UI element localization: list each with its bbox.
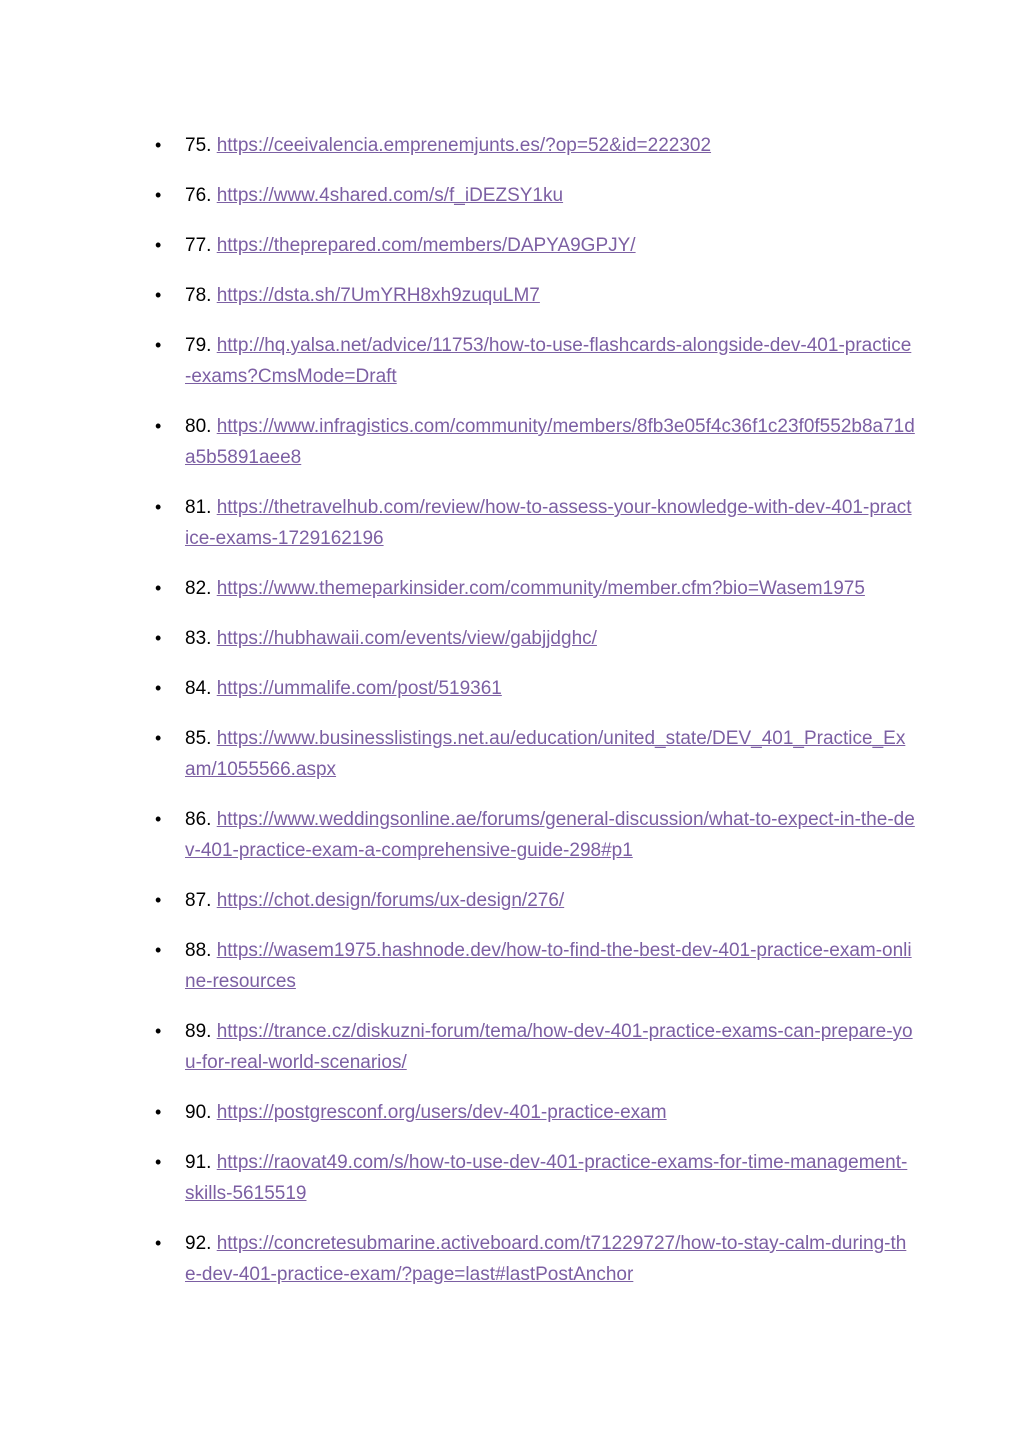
bullet-icon: • bbox=[155, 1102, 162, 1122]
item-number: 87. bbox=[185, 890, 212, 911]
bullet-icon: • bbox=[155, 809, 162, 829]
bullet-icon: • bbox=[155, 1152, 162, 1172]
item-number: 75. bbox=[185, 135, 212, 156]
item-link[interactable]: https://ummalife.com/post/519361 bbox=[216, 678, 502, 699]
list-item bbox=[155, 623, 915, 654]
list-item bbox=[155, 330, 915, 392]
bullet-icon: • bbox=[155, 1021, 162, 1041]
item-link[interactable]: https://www.4shared.com/s/f_iDEZSY1ku bbox=[216, 185, 564, 206]
list-item bbox=[155, 573, 915, 604]
item-link[interactable]: https://ceeivalencia.emprenemjunts.es/?op=52&id=222302 bbox=[216, 135, 712, 156]
item-link[interactable]: https://wasem1975.hashnode.dev/how-to-find-the-best-dev-401-practice-exam-online-resources bbox=[185, 940, 912, 992]
item-link[interactable]: https://theprepared.com/members/DAPYA9GPJY/ bbox=[216, 235, 636, 256]
item-link[interactable]: https://concretesubmarine.activeboard.com/t71229727/how-to-stay-calm-during-the-dev-401-practice-exam/?page=last#lastPostAnchor bbox=[185, 1233, 907, 1285]
item-link[interactable]: https://www.weddingsonline.ae/forums/general-discussion/what-to-expect-in-the-dev-401-practice-exam-a-comprehensive-guide-298#p1 bbox=[185, 809, 915, 861]
bullet-icon: • bbox=[155, 940, 162, 960]
bullet-icon: • bbox=[155, 335, 162, 355]
list-item bbox=[155, 492, 915, 554]
bullet-icon: • bbox=[155, 235, 162, 255]
item-number: 81. bbox=[185, 497, 212, 518]
bullet-icon: • bbox=[155, 416, 162, 436]
item-link[interactable]: https://hubhawaii.com/events/view/gabjjdghc/ bbox=[216, 628, 597, 649]
list-item bbox=[155, 280, 915, 311]
list-item bbox=[155, 180, 915, 211]
item-number: 83. bbox=[185, 628, 212, 649]
list-item bbox=[155, 885, 915, 916]
item-number: 76. bbox=[185, 185, 212, 206]
item-number: 86. bbox=[185, 809, 212, 830]
bullet-icon: • bbox=[155, 628, 162, 648]
list-item bbox=[155, 1016, 915, 1078]
bullet-icon: • bbox=[155, 678, 162, 698]
item-number: 78. bbox=[185, 285, 212, 306]
item-link[interactable]: https://trance.cz/diskuzni-forum/tema/how-dev-401-practice-exams-can-prepare-you-for-real-world-scenarios/ bbox=[185, 1021, 913, 1073]
bullet-icon: • bbox=[155, 578, 162, 598]
bullet-icon: • bbox=[155, 185, 162, 205]
item-link[interactable]: https://www.themeparkinsider.com/community/member.cfm?bio=Wasem1975 bbox=[216, 578, 865, 599]
item-number: 91. bbox=[185, 1152, 212, 1173]
item-number: 84. bbox=[185, 678, 212, 699]
item-link[interactable]: https://thetravelhub.com/review/how-to-assess-your-knowledge-with-dev-401-practice-exams-1729162196 bbox=[185, 497, 912, 549]
item-number: 77. bbox=[185, 235, 212, 256]
list-item bbox=[155, 1147, 915, 1209]
item-link[interactable]: https://postgresconf.org/users/dev-401-practice-exam bbox=[216, 1102, 667, 1123]
item-link[interactable]: https://www.infragistics.com/community/members/8fb3e05f4c36f1c23f0f552b8a71da5b5891aee8 bbox=[185, 416, 915, 468]
list-item bbox=[155, 935, 915, 997]
list-item bbox=[155, 411, 915, 473]
list-item bbox=[155, 804, 915, 866]
item-link[interactable]: https://dsta.sh/7UmYRH8xh9zuquLM7 bbox=[216, 285, 540, 306]
item-number: 90. bbox=[185, 1102, 212, 1123]
item-number: 82. bbox=[185, 578, 212, 599]
bullet-icon: • bbox=[155, 497, 162, 517]
item-number: 89. bbox=[185, 1021, 212, 1042]
item-link[interactable]: https://www.businesslistings.net.au/education/united_state/DEV_401_Practice_Exam/1055566.aspx bbox=[185, 728, 906, 780]
item-link[interactable]: https://chot.design/forums/ux-design/276/ bbox=[216, 890, 565, 911]
item-link[interactable]: http://hq.yalsa.net/advice/11753/how-to-use-flashcards-alongside-dev-401-practice-exams?CmsMode=Draft bbox=[185, 335, 912, 387]
bullet-icon: • bbox=[155, 1233, 162, 1253]
link-list bbox=[155, 130, 915, 1309]
bullet-icon: • bbox=[155, 890, 162, 910]
item-number: 88. bbox=[185, 940, 212, 961]
list-item bbox=[155, 230, 915, 261]
list-item bbox=[155, 130, 915, 161]
item-number: 92. bbox=[185, 1233, 212, 1254]
item-number: 80. bbox=[185, 416, 212, 437]
list-item bbox=[155, 723, 915, 785]
bullet-icon: • bbox=[155, 728, 162, 748]
list-item bbox=[155, 1097, 915, 1128]
item-number: 79. bbox=[185, 335, 212, 356]
item-number: 85. bbox=[185, 728, 212, 749]
item-link[interactable]: https://raovat49.com/s/how-to-use-dev-401-practice-exams-for-time-management-skills-5615519 bbox=[185, 1152, 908, 1204]
bullet-icon: • bbox=[155, 135, 162, 155]
list-item bbox=[155, 1228, 915, 1290]
bullet-icon: • bbox=[155, 285, 162, 305]
list-item bbox=[155, 673, 915, 704]
